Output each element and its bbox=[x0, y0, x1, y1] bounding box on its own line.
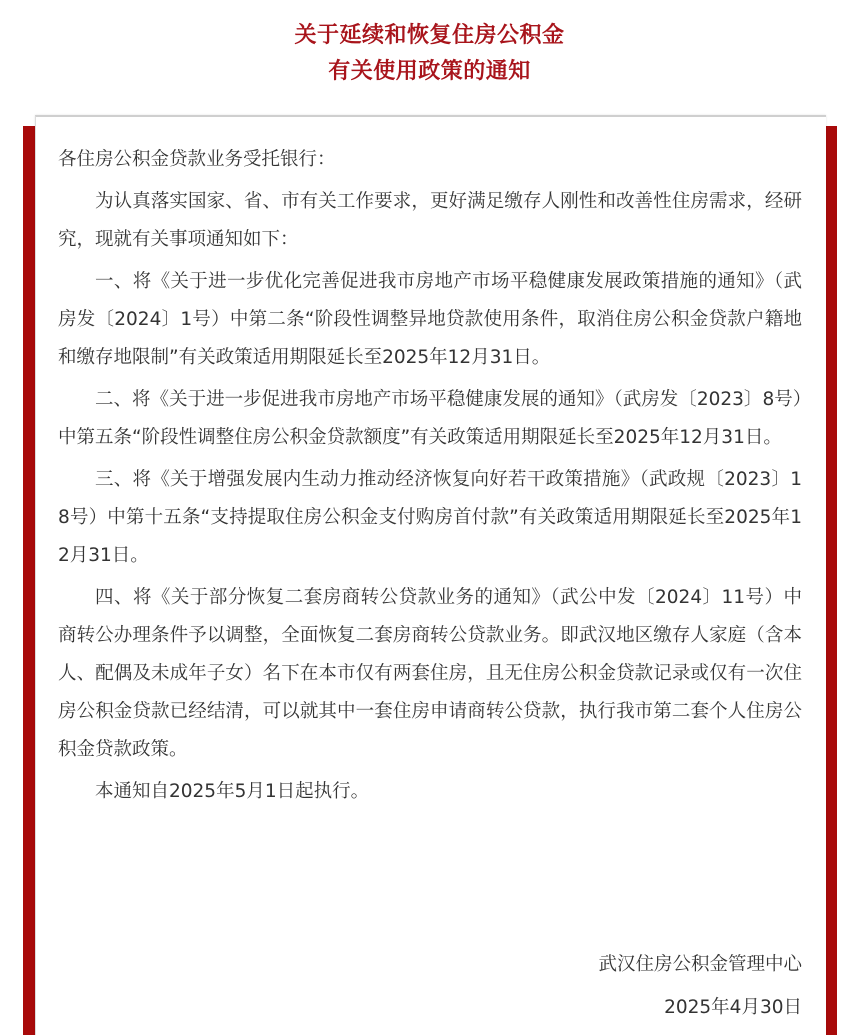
right-red-bar bbox=[825, 126, 837, 1035]
notice-body bbox=[58, 141, 802, 815]
signature-block bbox=[598, 943, 802, 1029]
item-1: 一、将《关于进一步优化完善促进我市房地产市场平稳健康发展政策措施的通知》（武房发〔2024〕1号）中第二条“阶段性调整异地贷款使用条件，取消住房公积金贷款户籍地和缴存地限制”有关政策适用期限延长至2025年12月31日。 bbox=[58, 271, 802, 368]
left-red-bar bbox=[23, 126, 35, 1035]
item-4: 四、将《关于部分恢复二套房商转公贷款业务的通知》（武公中发〔2024〕11号）中商转公办理条件予以调整，全面恢复二套房商转公贷款业务。即武汉地区缴存人家庭（含本人、配偶及未成年子女）名下在本市仅有两套住房，且无住房公积金贷款记录或仅有一次住房公积金贷款已经结清，可以就其中一套住房申请商转公贷款，执行我市第二套个人住房公积金贷款政策。 bbox=[58, 587, 802, 760]
greeting: 各住房公积金贷款业务受托银行： bbox=[58, 149, 336, 170]
effective-date-paragraph: 本通知自2025年5月1日起执行。 bbox=[95, 781, 370, 802]
intro-paragraph: 为认真落实国家、省、市有关工作要求，更好满足缴存人刚性和改善性住房需求，经研究，现就有关事项通知如下： bbox=[58, 191, 802, 250]
document-title bbox=[0, 18, 859, 90]
title-line-1: 关于延续和恢复住房公积金 bbox=[294, 23, 565, 48]
item-2: 二、将《关于进一步促进我市房地产市场平稳健康发展的通知》（武房发〔2023〕8号）中第五条“阶段性调整住房公积金贷款额度”有关政策适用期限延长至2025年12月31日。 bbox=[58, 389, 802, 448]
issuer-name: 武汉住房公积金管理中心 bbox=[598, 954, 802, 975]
issue-date: 2025年4月30日 bbox=[664, 997, 802, 1018]
title-line-2: 有关使用政策的通知 bbox=[328, 59, 531, 84]
notice-card bbox=[35, 115, 826, 1035]
item-3: 三、将《关于增强发展内生动力推动经济恢复向好若干政策措施》（武政规〔2023〕18号）中第十五条“支持提取住房公积金支付购房首付款”有关政策适用期限延长至2025年12月31日。 bbox=[58, 469, 802, 566]
